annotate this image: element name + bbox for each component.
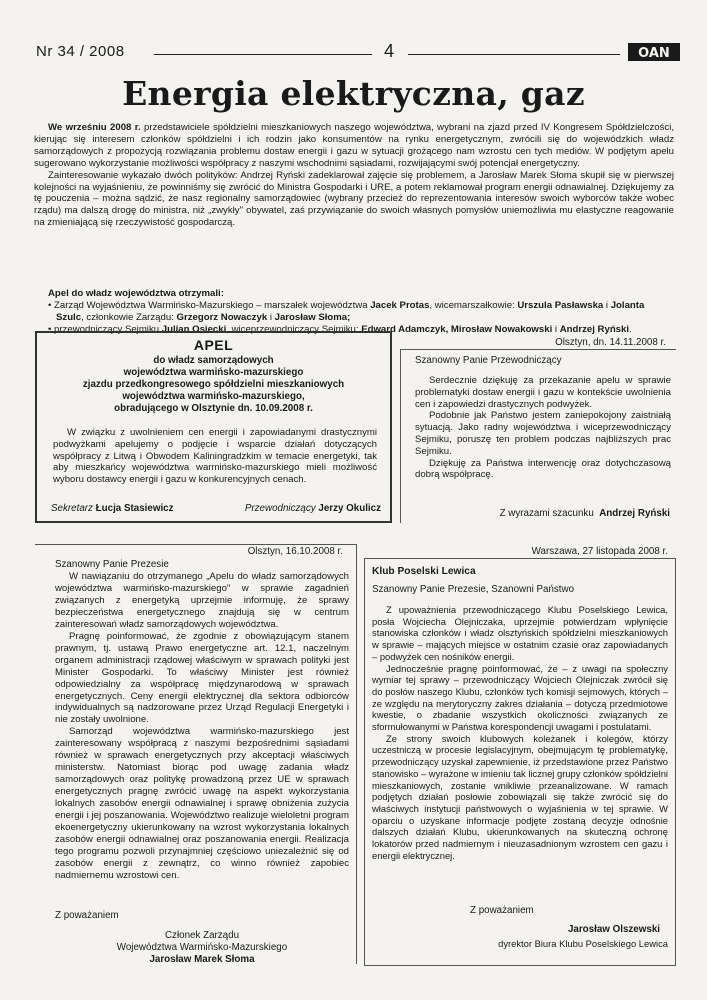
recipients-heading: Apel do władz województwa otrzymali: xyxy=(48,288,224,299)
intro-paragraph-1: We wrześniu 2008 r. przedstawiciele spółdzielni mieszkaniowych naszego województwa, wybrani na zjazd przed IV Kongresem Spółdzielczości, kierując się interesem członków spółdzielni i ich rodzin jako konsumentów na rynku energetycznym, zwrócili się do wojewódzkich władz samorządowych z propozycją rozwiązania problemu dostaw energii i gazu w sytuacji grożącego nam wzrostu cen tych mediów. W podjętym apelu sugerowano wykorzystanie możliwości współpracy z naszymi wschodnimi sąsiadami, rozwijającymi swój potencjał energetyczny. xyxy=(34,122,674,169)
letter-date: Olsztyn, dn. 14.11.2008 r. xyxy=(555,337,666,348)
intro-paragraph-2: Zainteresowanie wykazało dwóch polityków: Andrzej Ryński zadeklarował zajęcie się problemem, a Jarosław Marek Słoma skupił się w pierwszej kolejności na wyjaśnieniu, że powinniśmy się zwrócić do Ministra Gospodarki i URE, a potem reklamował program energii odnawialnej. Dziękujemy za tę pouczenia – można sądzić, że nasz regionalny samorządowiec (wybrany przecież do reprezentowania interesów swoich wyborców także wobec rządu) ma dalszą drogę do ministra, niż „zwykły" obywatel, zaś przywiązanie do swoich własnych pomysłów uniemożliwia mu elastyczne reagowanie na zmieniającą się rzeczywistość gospodarczą. xyxy=(34,169,674,229)
page-number: 4 xyxy=(384,41,395,61)
header-rule-right xyxy=(408,54,620,55)
letter-body: Z upoważnienia przewodniczącego Klubu Poselskiego Lewica, posła Wojciecha Olejniczaka, uprzejmie potwierdzam wpłynięcie stanowiska członków i władz olsztyńskich spółdzielni mieszkaniowych w sprawie – mających miejsce w ostatnim czasie oraz zapowiadanych – podwyżek cen nośników energii. Jednocześnie pragnę poinformować, że – z uwagi na społeczny wymiar tej sprawy – przewodniczący Wojciech Olejniczak zwrócił się do posłów naszego Klubu, członków tych komisji sejmowych, których – ze względu na merytoryczny zakres działania – dotyczą przedmiotowe kwestie, o zbadanie wszystkich okoliczności związanych ze sformułowanymi w Państwa korespondencji uwagami i postulatami. Ze strony swoich klubowych koleżanek i kolegów, którzy uczestniczą w procesie legislacyjnym, obejmującym tę problematykę, przewodniczący uzyskał zapewnienie, iż przedstawione przez Państwo stanowisko – wyrażone w imieniu tak licznej grupy członków spółdzielni mieszkaniowych, zostanie wnikliwie przeanalizowane. W ramach podjętych działań posłowie zobowiązali się także zwrócić się do właściwych instytucji państwowych o wyjaśnienia w tej sprawie. W oparciu o uzyskane informacje podjęte zostaną decyzje odnośnie dalszych działań Klubu, ukierunkowanych na skuteczną ochronę lokatorów przed nadmiernym i nieuzasadnionym wzrostem cen gazu i energii elektrycznej. xyxy=(372,604,668,861)
letter-body: Serdecznie dziękuję za przekazanie apelu w sprawie problematyki dostaw energii i gazu w kontekście uwolnienia cen i zapowiedzi drastycznych podwyżek. Podobnie jak Państwo jestem zaniepokojony zaistniałą sytuacją. Jako radny województwa i wiceprzewodniczący Sejmiku, poruszę ten problem podczas najbliższych prac Sejmiku. Dziękuję za Państwa interwencję oraz dotychczasową dobrą współpracę. xyxy=(415,375,671,481)
letter-closing: Z poważaniem xyxy=(470,905,534,916)
intro-lead: We wrześniu 2008 r. xyxy=(48,122,141,133)
letter-body: W nawiązaniu do otrzymanego „Apelu do władz samorządowych województwa warmińsko-mazurskiego" w sprawie zagadnień związanych z energetyką uprzejmie informuję, że sprawy bezpieczeństwa energetycznego znajdują się w centrum zainteresowań władz samorządowych województwa. Pragnę poinformować, że zgodnie z obowiązującym stanem prawnym, tj. ustawą Prawo energetyczne art. 12.1, naczelnym organem administracji rządowej właściwym w sprawach polityki jest Minister Gospodarki. To właściwy Minister jest również odpowiedzialny za współpracę międzynarodową w sprawach energetycznych. Ceny energii elektrycznej dla sektora odbiorców indywidualnych są nadzorowane przez Urząd Regulacji Energetyki i nie zostały uwolnione. Samorząd województwa warmińsko-mazurskiego jest zainteresowany współpracą z naszymi bezpośrednimi sąsiadami również w sprawach energetycznych przy akceptacji właściwych ministerstw. Natomiast biorąc pod uwagę zadania władz samorządowych oraz politykę prowadzoną przez UE w sprawach energetycznych pragnę zwrócić uwagę na aspekt wykorzystania lokalnych zasobów energii odnawialnej i sprawę obniżenia zużycia energii i jej poszanowania. Województwo realizuje wieloletni program ekoenergetyczny ukierunkowany na wzrost wykorzystania lokalnych zasobów energii odnawialnej oraz poszanowania energii. Realizacja tego programu pozwoli przynajmniej częściowo uniezależnić się od zasobów energii z zewnątrz, co winno również zapobiec nadmiernemu wzrostowi cen. xyxy=(55,571,349,881)
publication-logo-icon xyxy=(628,43,680,61)
appeal-heading: APEL xyxy=(193,337,234,353)
logo-text: OAN xyxy=(638,46,670,61)
letter-frame-left xyxy=(400,349,401,523)
appeal-box xyxy=(35,331,392,523)
recipient-item: • przewodniczący Sejmiku Julian Osiecki, wiceprzewodniczący Sejmiku: Edward Adamczyk, Mirosław Nowakowski i Andrzej Ryński. xyxy=(48,323,632,335)
letter-sloma xyxy=(35,544,357,974)
appeal-chairman: Przewodniczący Jerzy Okulicz xyxy=(244,503,381,514)
letter-signature-name: Jarosław Olszewski xyxy=(567,924,660,935)
letter-club-name: Klub Poselski Lewica xyxy=(372,566,476,577)
recipients-list xyxy=(34,288,674,336)
appeal-subheading: do władz samorządowych województwa warmińsko-mazurskiego zjazdu przedkongresowego spółdzielni mieszkaniowych województwa warmińsko-mazurskiego, obradującego w Olsztynie dn. 10.09.2008 r. xyxy=(82,355,345,414)
letter-closing: Z poważaniem xyxy=(55,910,119,921)
letter-salutation: Szanowny Panie Prezesie, Szanowni Państwo xyxy=(372,584,575,595)
letter-frame-right xyxy=(356,544,357,964)
letter-salutation: Szanowny Panie Przewodniczący xyxy=(415,355,562,366)
appeal-body: W związku z uwolnieniem cen energii i zapowiadanymi drastycznymi podwyżkami apelujemy o podjęcie i wsparcie działań dotyczących współpracy z Litwą i Obwodem Kaliningradzkim w temacie energetyki, tak aby mieszkańcy województwa warmińsko-mazurskiego mieli możliwość wyboru dostawcy energii i gazu w konkurencyjnych cenach. xyxy=(53,427,377,486)
letter-signature: Członek Zarządu Województwa Warmińsko-Mazurskiego Jarosław Marek Słoma xyxy=(116,930,288,966)
letter-olszewski xyxy=(364,544,676,968)
letter-signature: Z wyrazami szacunku Andrzej Ryński xyxy=(499,508,670,519)
letter-rynski xyxy=(400,331,676,523)
letter-frame-top xyxy=(35,544,357,545)
recipient-item: • Zarząd Województwa Warmińsko-Mazurskiego – marszałek województwa Jacek Protas, wicemarszałkowie: Urszula Pasławska i Jolanta Szulc, członkowie Zarządu: Grzegorz Nowaczyk i Jarosław Słoma; xyxy=(48,299,645,323)
issue-number: Nr 34 / 2008 xyxy=(36,43,125,60)
header-rule-left xyxy=(154,54,372,55)
appeal-secretary: Sekretarz Łucja Stasiewicz xyxy=(51,503,174,514)
letter-salutation: Szanowny Panie Prezesie xyxy=(55,559,169,570)
page-header xyxy=(36,42,680,64)
letter-date: Warszawa, 27 listopada 2008 r. xyxy=(531,546,668,557)
article-title: Energia elektryczna, gaz xyxy=(122,74,585,113)
letter-date: Olsztyn, 16.10.2008 r. xyxy=(247,546,343,557)
article-intro xyxy=(34,122,674,229)
letter-frame-top xyxy=(400,349,676,351)
letter-signature-role: dyrektor Biura Klubu Poselskiego Lewica xyxy=(498,938,668,949)
